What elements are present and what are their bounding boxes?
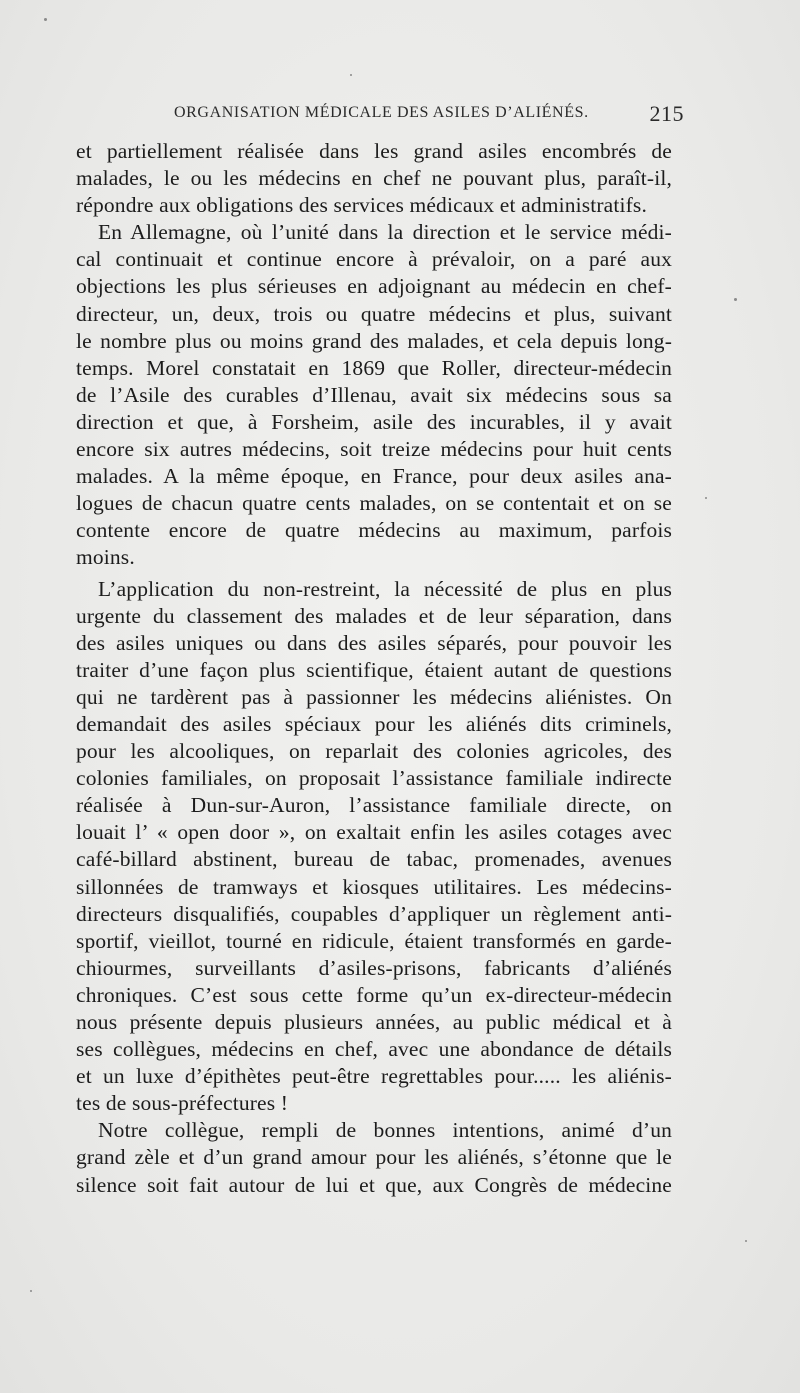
- text-line: logues de chacun quatre cents malades, on se contentait et on se: [76, 491, 672, 516]
- text-line: demandait des asiles spéciaux pour les aliénés dits criminels,: [76, 711, 672, 736]
- text-line: silence soit fait autour de lui et que, aux Congrès de médecine: [76, 1172, 672, 1197]
- text-line: des asiles uniques ou dans des asiles séparés, pour pouvoir les: [76, 630, 672, 655]
- text-line: de l’Asile des curables d’Illenau, avait six médecins sous sa: [76, 382, 672, 407]
- text-line: Notre collègue, rempli de bonnes intentions, animé d’un: [98, 1118, 672, 1143]
- text-line: contente encore de quatre médecins au maximum, parfois: [76, 518, 672, 543]
- paper-speck: [30, 1290, 32, 1292]
- text-line: grand zèle et d’un grand amour pour les aliénés, s’étonne que le: [76, 1145, 672, 1170]
- paper-speck: [705, 497, 707, 499]
- text-line: colonies familiales, on proposait l’assistance familiale indirecte: [76, 766, 672, 791]
- text-line: répondre aux obligations des services médicaux et administratifs.: [76, 193, 647, 218]
- body-text: [76, 138, 672, 1199]
- text-line: pour les alcooliques, on reparlait des colonies agricoles, des: [76, 739, 672, 764]
- text-line: café-billard abstinent, bureau de tabac, promenades, avenues: [76, 847, 672, 872]
- paper-speck: [350, 74, 352, 76]
- text-line: le nombre plus ou moins grand des malades, et cela depuis long-: [76, 328, 672, 353]
- text-line: louait l’ « open door », on exaltait enfin les asiles cotages avec: [76, 820, 672, 845]
- text-line: et partiellement réalisée dans les grand asiles encombrés de: [76, 139, 672, 163]
- text-line: urgente du classement des malades et de leur séparation, dans: [76, 603, 672, 628]
- text-line: ses collègues, médecins en chef, avec une abondance de détails: [76, 1037, 672, 1062]
- page-number: 215: [649, 101, 684, 126]
- running-head-title: ORGANISATION MÉDICALE DES ASILES D’ALIÉNÉS.: [174, 104, 589, 121]
- text-line: nous présente depuis plusieurs années, au public médical et à: [76, 1010, 672, 1034]
- text-line: chroniques. C’est sous cette forme qu’un ex-directeur-médecin: [76, 982, 672, 1007]
- text-line: directeurs disqualifiés, coupables d’appliquer un règlement anti-: [76, 901, 672, 926]
- text-line: sportif, vieillot, tourné en ridicule, étaient transformés en garde-: [76, 928, 672, 953]
- text-line: encore six autres médecins, soit treize médecins pour huit cents: [76, 437, 672, 462]
- text-line: et un luxe d’épithètes peut-être regrettables pour..... les aliénis-: [76, 1064, 672, 1089]
- running-head: [174, 101, 686, 132]
- text-line: objections les plus sérieuses en adjoignant au médecin en chef-: [76, 274, 672, 299]
- text-line: qui ne tardèrent pas à passionner les médecins aliénistes. On: [76, 684, 672, 709]
- text-line: chiourmes, surveillants d’asiles-prisons, fabricants d’aliénés: [76, 955, 672, 980]
- text-line: L’application du non-restreint, la nécessité de plus en plus: [98, 576, 672, 601]
- text-line: réalisée à Dun-sur-Auron, l’assistance familiale directe, on: [76, 793, 672, 818]
- text-line: cal continuait et continue encore à prévaloir, on a paré aux: [76, 247, 672, 272]
- text-line: sillonnées de tramways et kiosques utilitaires. Les médecins-: [76, 874, 672, 899]
- paper-speck: [734, 298, 737, 301]
- paper-speck: [745, 1240, 747, 1242]
- text-line: traiter d’une façon plus scientifique, étaient autant de questions: [76, 657, 672, 682]
- text-line: malades. A la même époque, en France, pour deux asiles ana-: [76, 464, 672, 489]
- text-line: moins.: [76, 545, 135, 570]
- text-line: temps. Morel constatait en 1869 que Roller, directeur-médecin: [76, 355, 672, 380]
- text-line: tes de sous-préfectures !: [76, 1091, 289, 1116]
- text-line: directeur, un, deux, trois ou quatre médecins et plus, suivant: [76, 301, 672, 326]
- paper-speck: [44, 18, 47, 21]
- text-line: malades, le ou les médecins en chef ne pouvant plus, paraît-il,: [76, 166, 672, 191]
- text-line: direction et que, à Forsheim, asile des incurables, il y avait: [76, 409, 672, 434]
- text-line: En Allemagne, où l’unité dans la direction et le service médi-: [98, 220, 672, 245]
